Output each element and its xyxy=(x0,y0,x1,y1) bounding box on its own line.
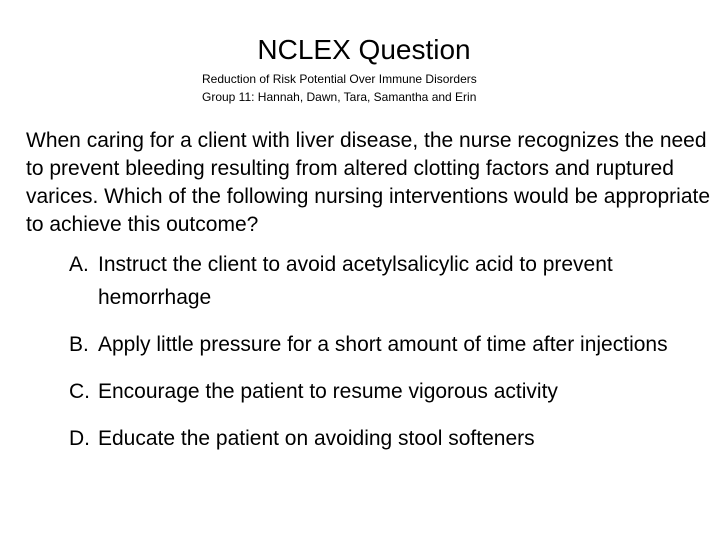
answer-option-b xyxy=(69,328,699,361)
option-letter: A. xyxy=(69,253,89,276)
option-text: Encourage the patient to resume vigorous activity xyxy=(98,380,558,403)
subtitle-topic: Reduction of Risk Potential Over Immune Disorders xyxy=(202,72,477,86)
option-letter: D. xyxy=(69,427,90,450)
answer-option-c xyxy=(69,375,699,408)
answer-option-a xyxy=(69,248,699,314)
subtitle-group: Group 11: Hannah, Dawn, Tara, Samantha and Erin xyxy=(202,90,477,104)
option-text: Instruct the client to avoid acetylsalicylic acid to prevent hemorrhage xyxy=(98,253,613,309)
option-letter: C. xyxy=(69,380,90,403)
question-text: When caring for a client with liver disease, the nurse recognizes the need to prevent bleeding resulting from altered clotting factors and ruptured varices. Which of the following nursing interventions would be appropriate to achieve this outcome? xyxy=(26,129,711,236)
answer-options xyxy=(69,248,699,469)
option-text: Educate the patient on avoiding stool softeners xyxy=(98,427,535,450)
slide-title: NCLEX Question xyxy=(257,34,471,65)
answer-option-d xyxy=(69,422,699,455)
option-text: Apply little pressure for a short amount of time after injections xyxy=(98,333,668,356)
slide-subtitle xyxy=(202,70,477,106)
option-letter: B. xyxy=(69,333,89,356)
